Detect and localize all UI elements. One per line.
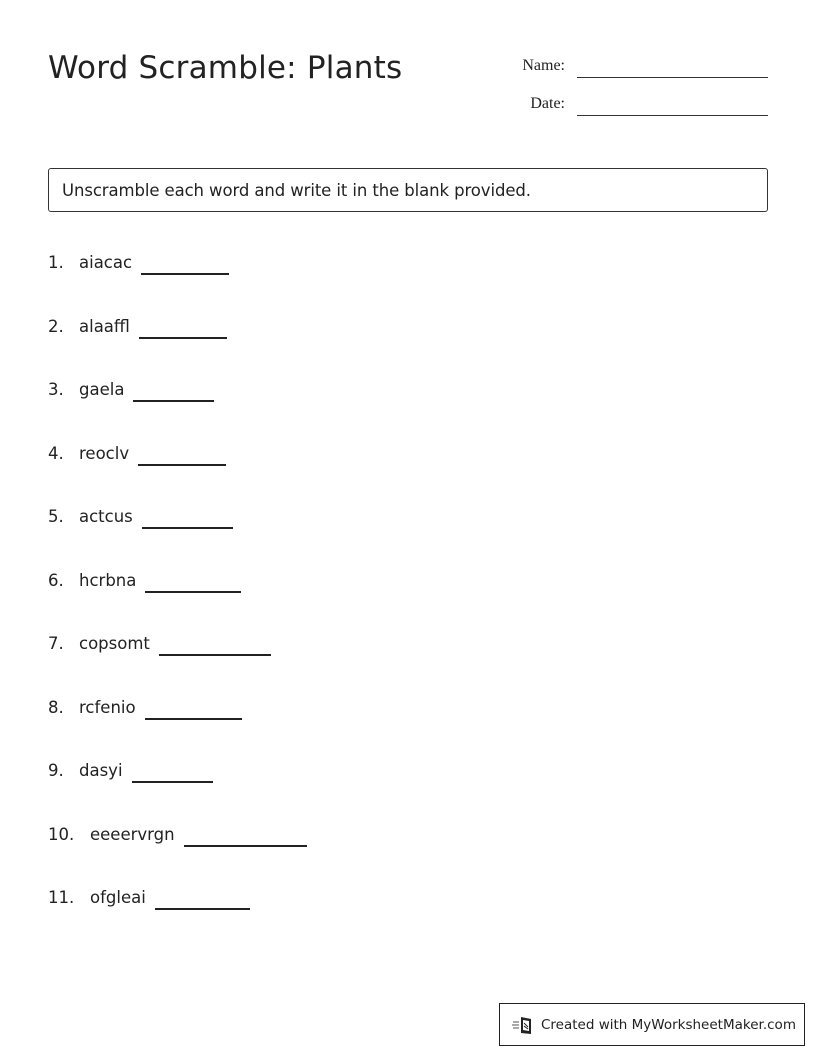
credit-badge[interactable] [499, 1003, 805, 1046]
word-number: 7. [48, 634, 64, 653]
word-item [48, 631, 307, 695]
name-label: Name: [522, 57, 565, 74]
worksheet-logo-icon [512, 1014, 534, 1036]
word-item [48, 822, 307, 886]
answer-blank[interactable] [155, 885, 250, 910]
word-item [48, 695, 307, 759]
word-item [48, 568, 307, 632]
scrambled-word: aiacac [79, 253, 133, 272]
answer-blank[interactable] [133, 377, 214, 402]
word-number: 10. [48, 824, 75, 844]
word-number: 8. [48, 697, 64, 717]
word-item [48, 885, 307, 949]
name-blank[interactable] [577, 57, 768, 78]
word-number: 6. [48, 570, 64, 590]
word-item [48, 377, 307, 441]
scrambled-word: rcfenio [79, 697, 136, 717]
answer-blank[interactable] [159, 631, 271, 656]
scrambled-word: copsomt [79, 634, 150, 653]
scrambled-word: eeeervrgn [90, 824, 175, 844]
word-number: 9. [48, 761, 64, 780]
date-label: Date: [530, 95, 565, 112]
answer-blank[interactable] [139, 314, 227, 339]
word-number: 3. [48, 380, 64, 399]
scrambled-word: hcrbna [79, 570, 137, 590]
date-field-row [500, 90, 768, 116]
scrambled-word: alaaffl [79, 316, 130, 336]
credit-text: Created with MyWorksheetMaker.com [541, 1016, 796, 1033]
word-list [48, 250, 307, 949]
scrambled-word: gaela [79, 380, 125, 399]
word-number: 4. [48, 443, 64, 463]
answer-blank[interactable] [184, 822, 307, 847]
page-title: Word Scramble: Plants [48, 50, 403, 86]
answer-blank[interactable] [132, 758, 213, 783]
date-blank[interactable] [577, 95, 768, 116]
word-number: 2. [48, 316, 64, 336]
word-item [48, 504, 307, 568]
word-number: 11. [48, 888, 75, 907]
scrambled-word: ofgleai [90, 888, 146, 907]
answer-blank[interactable] [145, 568, 241, 593]
word-item [48, 441, 307, 505]
word-number: 1. [48, 253, 64, 272]
scrambled-word: reoclv [79, 443, 130, 463]
answer-blank[interactable] [141, 250, 229, 275]
name-field-row [500, 52, 768, 78]
word-item [48, 250, 307, 314]
instructions-box: Unscramble each word and write it in the blank provided. [48, 168, 768, 212]
word-item [48, 314, 307, 378]
answer-blank[interactable] [138, 441, 226, 466]
word-item [48, 758, 307, 822]
scrambled-word: actcus [79, 507, 133, 526]
word-number: 5. [48, 507, 64, 526]
answer-blank[interactable] [142, 504, 233, 529]
answer-blank[interactable] [145, 695, 242, 720]
scrambled-word: dasyi [79, 761, 123, 780]
